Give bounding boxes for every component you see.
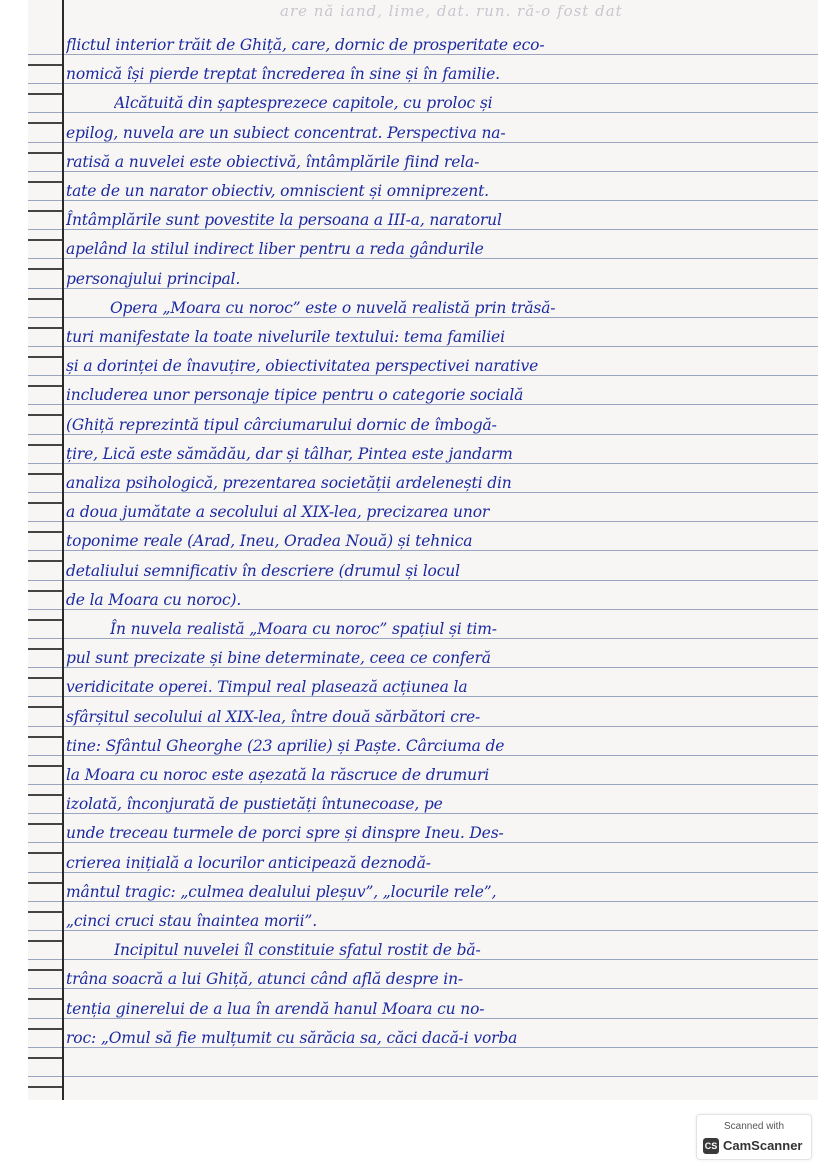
margin-tick — [28, 1028, 62, 1030]
camscanner-logo-icon: CS — [703, 1138, 719, 1154]
text-line: la Moara cu noroc este așezată la răscruce de drumuri — [66, 766, 490, 784]
margin-tick — [28, 1086, 62, 1088]
text-line: și a dorinței de înavuțire, obiectivitatea perspectivei narative — [66, 357, 539, 375]
watermark-brand: CamScanner — [723, 1138, 803, 1153]
text-line: turi manifestate la toate nivelurile textului: tema familiei — [66, 328, 505, 346]
text-line: includerea unor personaje tipice pentru o categorie socială — [66, 386, 524, 404]
margin-tick — [28, 998, 62, 1000]
margin-tick — [28, 619, 62, 621]
margin-tick — [28, 706, 62, 708]
margin-tick — [28, 560, 62, 562]
margin-tick — [28, 736, 62, 738]
text-line: crierea inițială a locurilor anticipează deznodă- — [66, 854, 431, 872]
text-line: sfârșitul secolului al XIX-lea, între două sărbători cre- — [66, 708, 481, 726]
margin-tick — [28, 210, 62, 212]
text-line: flictul interior trăit de Ghiță, care, dornic de prosperitate eco- — [66, 36, 545, 54]
text-line: Opera „Moara cu noroc” este o nuvelă realistă prin trăsă- — [110, 299, 556, 317]
margin-tick — [28, 882, 62, 884]
margin-tick — [28, 590, 62, 592]
margin-tick — [28, 794, 62, 796]
text-line: tate de un narator obiectiv, omniscient și omniprezent. — [66, 182, 489, 200]
text-line: Întâmplările sunt povestite la persoana a III-a, naratorul — [66, 211, 502, 229]
margin-tick — [28, 765, 62, 767]
margin-tick — [28, 852, 62, 854]
margin-tick — [28, 181, 62, 183]
text-line: detaliului semnificativ în descriere (drumul și locul — [66, 562, 460, 580]
text-line: tine: Sfântul Gheorghe (23 aprilie) și Paște. Cârciuma de — [66, 737, 505, 755]
margin-tick — [28, 940, 62, 942]
margin-tick — [28, 298, 62, 300]
margin-tick — [28, 414, 62, 416]
text-line: a doua jumătate a secolului al XIX-lea, precizarea unor — [66, 503, 490, 521]
margin-tick — [28, 969, 62, 971]
margin-tick — [28, 64, 62, 66]
text-line: În nuvela realistă „Moara cu noroc” spațiul și tim- — [110, 620, 497, 638]
text-line: apelând la stilul indirect liber pentru a reda gândurile — [66, 240, 484, 258]
margin-tick — [28, 677, 62, 679]
text-line: unde treceau turmele de porci spre și dinspre Ineu. Des- — [66, 824, 504, 842]
margin-tick — [28, 531, 62, 533]
text-line: analiza psihologică, prezentarea societății ardelenești din — [66, 474, 512, 492]
text-line: trâna soacră a lui Ghiță, atunci când află despre in- — [66, 970, 464, 988]
text-line: toponime reale (Arad, Ineu, Oradea Nouă) și tehnica — [66, 532, 473, 550]
margin-tick — [28, 268, 62, 270]
text-line: personajului principal. — [66, 270, 241, 288]
margin-tick — [28, 385, 62, 387]
text-line: izolată, înconjurată de pustietăți întunecoase, pe — [66, 795, 443, 813]
text-line: de la Moara cu noroc). — [66, 591, 242, 609]
text-line: Alcătuită din șaptesprezece capitole, cu proloc și — [114, 94, 493, 112]
text-line: ratisă a nuvelei este obiectivă, întâmplările fiind rela- — [66, 153, 480, 171]
margin-tick — [28, 502, 62, 504]
ruled-line — [28, 1076, 818, 1077]
text-line: veridicitate operei. Timpul real plasează acțiunea la — [66, 678, 468, 696]
margin-tick — [28, 93, 62, 95]
margin-tick — [28, 122, 62, 124]
margin-tick — [28, 1057, 62, 1059]
margin-tick — [28, 823, 62, 825]
text-line: (Ghiță reprezintă tipul cârciumarului dornic de îmbogă- — [66, 416, 497, 434]
text-line: roc: „Omul să fie mulțumit cu sărăcia sa, căci dacă-i vorba — [66, 1029, 518, 1047]
margin-tick — [28, 356, 62, 358]
text-line: epilog, nuvela are un subiect concentrat. Perspectiva na- — [66, 124, 506, 142]
margin-tick — [28, 648, 62, 650]
bleed-through-text: are nă iand, lime, dat. run. ră-o fost dat — [280, 2, 623, 20]
margin-tick — [28, 444, 62, 446]
text-line: Incipitul nuvelei îl constituie sfatul rostit de bă- — [114, 941, 481, 959]
text-line: mântul tragic: „culmea dealului pleșuv”, „locurile rele”, — [66, 883, 497, 901]
text-line: tenția ginerelui de a lua în arendă hanul Moara cu no- — [66, 1000, 485, 1018]
text-line: „cinci cruci stau înaintea morii”. — [66, 912, 317, 930]
camscanner-watermark — [696, 1114, 812, 1160]
margin-tick — [28, 911, 62, 913]
text-line: țire, Lică este sămădău, dar și tâlhar, Pintea este jandarm — [66, 445, 513, 463]
watermark-caption: Scanned with — [723, 1121, 785, 1132]
margin-tick — [28, 239, 62, 241]
margin-tick — [28, 473, 62, 475]
margin-line — [62, 0, 64, 1100]
margin-tick — [28, 152, 62, 154]
text-line: pul sunt precizate și bine determinate, ceea ce conferă — [66, 649, 491, 667]
margin-tick — [28, 327, 62, 329]
text-line: nomică își pierde treptat încrederea în sine și în familie. — [66, 65, 500, 83]
